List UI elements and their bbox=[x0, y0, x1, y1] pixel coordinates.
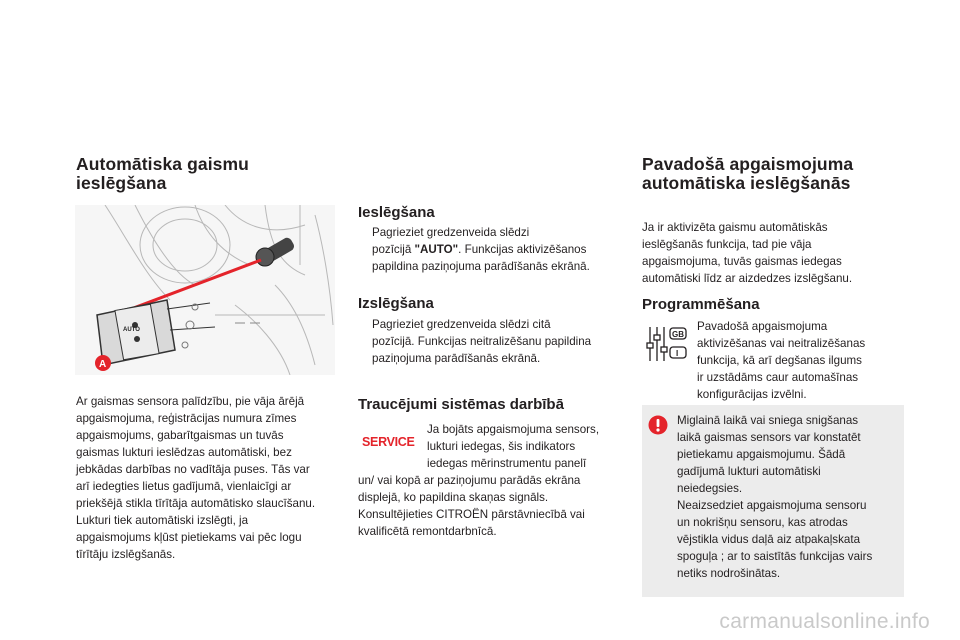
switching-off-title: Izslēgšana bbox=[358, 295, 434, 312]
switching-on-title: Ieslēgšana bbox=[358, 204, 435, 221]
switching-on-instruction bbox=[358, 224, 620, 275]
left-description-line: Ar gaismas sensora palīdzību, pie vāja ārējā bbox=[76, 395, 305, 408]
fault-text-full bbox=[358, 472, 626, 540]
left-description-line: arī iedegties lietus gadījumā, vienlaicīgi ar bbox=[76, 480, 292, 493]
intro-line: apgaismojuma, tuvās gaismas iedegas bbox=[642, 255, 842, 268]
i-label: I bbox=[676, 349, 679, 358]
warning-line: laikā gaismas sensors var konstatēt bbox=[677, 431, 861, 444]
intro-line: ieslēgšanās funkcija, tad pie vāja bbox=[642, 238, 812, 251]
left-description-line: priekšējā stikla tīrītāja automātisko slaucīšanu. bbox=[76, 497, 316, 510]
right-intro bbox=[642, 219, 912, 287]
on-line1: Pagrieziet gredzenveida slēdzi bbox=[372, 226, 530, 239]
stalk-drawing bbox=[75, 205, 335, 375]
fault-line: displejā, ko papildina skaņas signāls. bbox=[358, 491, 549, 504]
fault-title: Traucējumi sistēmas darbībā bbox=[358, 396, 564, 413]
left-section-title bbox=[76, 155, 336, 193]
warning-line: vējstikla vidus daļā aiz atpakaļskata bbox=[677, 533, 861, 546]
warning-line: un nokrišņu sensoru, kas atrodas bbox=[677, 516, 848, 529]
fault-line: lukturi iedegas, šis indikators bbox=[427, 440, 576, 453]
service-label: SERVICE bbox=[362, 435, 415, 449]
large-stalk-graphic bbox=[97, 300, 260, 365]
left-description-line: apgaismojums kļūst pietiekams vai pēc logu bbox=[76, 531, 302, 544]
callout-a-label: A bbox=[99, 359, 107, 370]
auto-label: AUTO bbox=[123, 327, 140, 333]
small-stalk-graphic bbox=[254, 236, 296, 268]
programming-line: konfigurācijas izvēlni. bbox=[697, 388, 807, 401]
off-line: paziņojuma parādīšanās ekrānā. bbox=[372, 352, 541, 365]
bullet-icon bbox=[358, 224, 372, 275]
watermark: carmanualsonline.info bbox=[719, 610, 930, 633]
auto-position-label: "AUTO" bbox=[414, 243, 459, 256]
switching-off-instruction bbox=[358, 316, 620, 367]
programming-text bbox=[697, 318, 907, 403]
service-warning-icon bbox=[358, 426, 420, 456]
programming-line: aktivizēšanas vai neitralizēšanas bbox=[697, 337, 866, 350]
fault-line: iedegas mērinstrumentu panelī bbox=[427, 457, 587, 470]
left-title-line1: Automātiska gaismu bbox=[76, 154, 249, 174]
fault-line: kvalificētā remontdarbnīcā. bbox=[358, 525, 497, 538]
left-title-line2: ieslēgšana bbox=[76, 173, 167, 193]
on-line3: papildina paziņojuma parādīšanās ekrānā. bbox=[372, 260, 590, 273]
left-description-line: tīrītāju izslēgšanās. bbox=[76, 548, 176, 561]
programming-line: funkcija, kā arī degšanas ilgums bbox=[697, 354, 862, 367]
gb-label: GB bbox=[672, 330, 684, 339]
left-description-line: gaismas lukturi ieslēdzas automātiski, bez bbox=[76, 446, 292, 459]
intro-line: Ja ir aktivizēta gaismu automātiskās bbox=[642, 221, 828, 234]
left-description-line: apgaismojuma, reģistrācijas numura zīmes bbox=[76, 412, 297, 425]
programming-title: Programmēšana bbox=[642, 296, 760, 313]
programming-line: Pavadošā apgaismojuma bbox=[697, 320, 828, 333]
off-line: Pagrieziet gredzenveida slēdzi citā bbox=[372, 318, 551, 331]
programming-line: ir uzstādāms caur automašīnas bbox=[697, 371, 859, 384]
warning-line: spoguļa ; ar to saistītās funkcijas vairs bbox=[677, 550, 873, 563]
warning-line: Miglainā laikā vai sniega snigšanas bbox=[677, 414, 859, 427]
bullet-icon bbox=[358, 316, 372, 367]
fault-text-beside-icon bbox=[427, 421, 627, 472]
warning-line: Neaizsedziet apgaismojuma sensoru bbox=[677, 499, 867, 512]
on-line2-prefix: pozīcijā bbox=[372, 243, 415, 256]
intro-line: automātiski līdz ar aizdedzes izslēgšanu. bbox=[642, 272, 853, 285]
on-line2 bbox=[372, 241, 620, 258]
left-description-line: apgaismojums, gabarītgaismas un tuvās bbox=[76, 429, 284, 442]
headlamp-stalk-illustration bbox=[75, 205, 335, 375]
left-description-line: Lukturi tiek automātiski izslēgti, ja bbox=[76, 514, 249, 527]
warning-line: netiks nodrošinātas. bbox=[677, 567, 781, 580]
warning-line: gadījumā lukturi automātiski bbox=[677, 465, 821, 478]
left-description-line: jebkādas darbības no vadītāja puses. Tās var bbox=[76, 463, 310, 476]
right-title-line2: automātiska ieslēgšanās bbox=[642, 173, 851, 193]
fault-line: un/ vai kopā ar paziņojumu parādās ekrāna bbox=[358, 474, 581, 487]
right-title-line1: Pavadošā apgaismojuma bbox=[642, 154, 854, 174]
left-description bbox=[76, 393, 346, 563]
warning-exclamation-icon bbox=[648, 415, 668, 435]
fault-line: Ja bojāts apgaismojuma sensors, bbox=[427, 423, 600, 436]
fault-line: Konsultējieties CITROËN pārstāvniecībā vai bbox=[358, 508, 585, 521]
on-line2-suffix: . Funkcijas aktivizēšanos bbox=[458, 243, 587, 256]
off-line: pozīcijā. Funkcijas neitralizēšanu papildina bbox=[372, 335, 592, 348]
warning-text bbox=[677, 412, 899, 582]
settings-menu-icon bbox=[645, 323, 689, 365]
warning-line: pietiekamu apgaismojumu. Šādā bbox=[677, 448, 846, 461]
warning-line: neiedegsies. bbox=[677, 482, 743, 495]
right-section-title bbox=[642, 155, 922, 193]
